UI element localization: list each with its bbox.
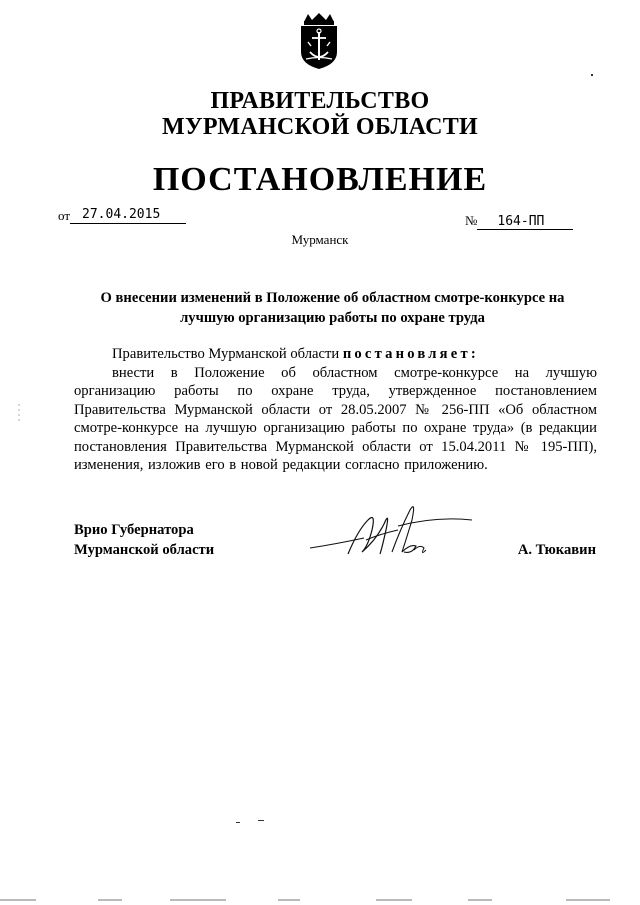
signer-position-line-1: Врио Губернатора (74, 522, 194, 538)
number-prefix: № (465, 213, 478, 228)
date-row (58, 206, 186, 224)
signer-position (74, 520, 214, 560)
date-prefix: от (58, 208, 71, 223)
handwritten-signature-icon (306, 500, 478, 566)
subject-line-1: О внесении изменений в Положение об областном смотре-конкурсе на (100, 290, 565, 306)
document-body (74, 345, 597, 475)
scan-margin-mark (18, 404, 20, 422)
murmansk-coat-of-arms-icon (296, 12, 342, 70)
scan-footer-marks (0, 895, 640, 905)
government-title-line-2: МУРМАНСКОЙ ОБЛАСТИ (162, 114, 478, 140)
number-row (465, 213, 573, 230)
scan-artifact-dot (591, 74, 593, 76)
subject-line-2: лучшую организацию работы по охране труда (180, 310, 485, 326)
document-number: 164-ПП (477, 215, 573, 230)
scan-artifact-dot (236, 822, 240, 823)
body-paragraph: внести в Положение об областном смотре-конкурсе на лучшую организацию работы по охране труда, утвержденное постановлением Правительства Мурманской области от 28.05.2007 № 256-ПП «Об областном смотре-конкурсе на лучшую организацию работы по охране труда» (в редакции постановления Правительства Мурманской области от 15.04.2011 № 195-ПП), изменения, изложив его в новой редакции согласно приложению. (74, 364, 597, 473)
city-label: Мурманск (291, 232, 349, 247)
intro-text: Правительство Мурманской области (112, 346, 340, 362)
document-subject (70, 288, 595, 328)
scan-artifact-dot (258, 820, 264, 821)
document-type-title: ПОСТАНОВЛЕНИЕ (152, 161, 488, 198)
government-title-line-1: ПРАВИТЕЛЬСТВО (210, 88, 430, 114)
signer-position-line-2: Мурманской области (74, 542, 215, 558)
signer-name: А. Тюкавин (517, 542, 596, 558)
document-date: 27.04.2015 (70, 207, 186, 224)
intro-verb: постановляет: (342, 346, 479, 362)
intro-line (74, 345, 597, 364)
